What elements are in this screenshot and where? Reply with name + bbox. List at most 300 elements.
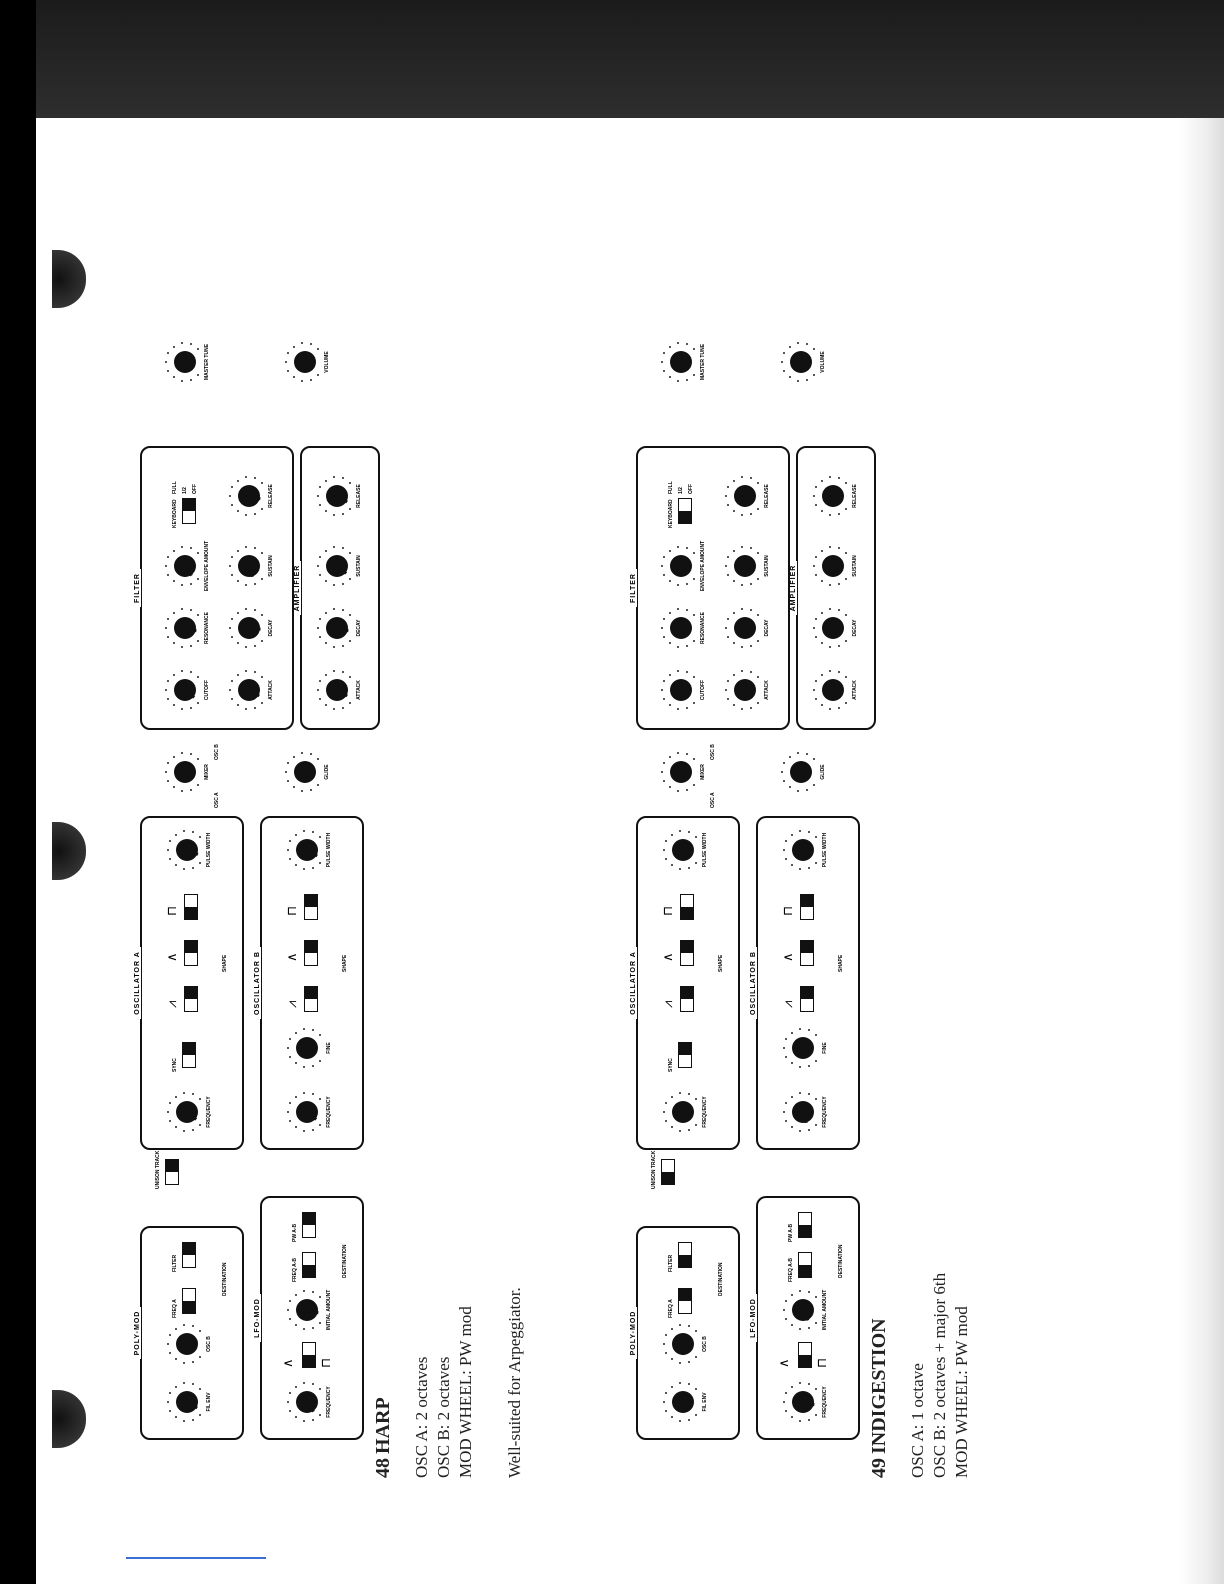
switch-indicator (166, 1160, 178, 1172)
knob-label: RESONANCE (700, 612, 706, 644)
knob-scale-dot (231, 698, 233, 700)
switch-indicator (183, 1043, 195, 1055)
knob-scale-dot (785, 1410, 787, 1412)
unison-track-switch[interactable] (165, 1159, 179, 1185)
knob-scale-dot (190, 753, 192, 755)
filter-release-knob[interactable] (720, 468, 776, 524)
lfo-pulse-icon: ⊓ (319, 1357, 334, 1368)
knob-label: DECAY (356, 619, 362, 637)
osc-a-pulse-switch[interactable] (680, 894, 694, 920)
osc-b-shape-label: SHAPE (342, 954, 348, 972)
knob-scale-dot (289, 840, 291, 842)
knob-scale-dot (741, 646, 743, 648)
knob-scale-dot (181, 646, 183, 648)
amp-release-knob[interactable] (312, 468, 368, 524)
knob-scale-dot (757, 702, 759, 704)
osc-b-pulse-switch[interactable] (800, 894, 814, 920)
knob-label: MIXER (700, 764, 706, 780)
volume-knob[interactable] (776, 334, 832, 390)
knob-scale-dot (797, 790, 799, 792)
switch-indicator (681, 907, 693, 919)
knob-scale-dot (665, 1102, 667, 1104)
knob-scale-dot (808, 1383, 810, 1385)
knob-label: PULSE WIDTH (702, 832, 708, 868)
filter-keyboard-switch[interactable] (182, 498, 196, 524)
mixer-osc-b-label: OSC B (214, 744, 220, 760)
knob-scale-dot (815, 1322, 817, 1324)
osc-a-sync-switch[interactable] (678, 1042, 692, 1068)
knob-scale-dot (342, 477, 344, 479)
knob-label: SUSTAIN (852, 555, 858, 577)
knob-scale-dot (677, 608, 679, 610)
section-title-text: LFO-MOD (254, 1294, 261, 1342)
section-title-text: POLY-MOD (630, 1307, 637, 1360)
knob-label: GLIDE (324, 764, 330, 780)
knob-scale-dot (342, 513, 344, 515)
knob-scale-dot (192, 1361, 194, 1363)
knob-scale-dot (799, 1328, 801, 1330)
knob-scale-dot (695, 1330, 697, 1332)
knob-scale-dot (295, 1032, 297, 1034)
knob-scale-dot (725, 689, 727, 691)
knob-scale-dot (686, 379, 688, 381)
osc-a-pulse-width-knob[interactable] (162, 822, 218, 878)
knob-scale-dot (791, 1062, 793, 1064)
knob-scale-dot (289, 1318, 291, 1320)
knob-scale-dot (349, 614, 351, 616)
knob-scale-dot (301, 752, 303, 754)
knob-scale-dot (285, 771, 287, 773)
poly-mod-filt-env-knob[interactable] (162, 1374, 218, 1430)
knob-scale-dot (181, 546, 183, 548)
knob-scale-dot (808, 1129, 810, 1131)
knob-scale-dot (695, 1124, 697, 1126)
knob-scale-dot (799, 1382, 801, 1384)
knob-scale-dot (319, 1060, 321, 1062)
knob-scale-dot (813, 495, 815, 497)
poly-mod-filt-env-knob[interactable] (658, 1374, 714, 1430)
knob-scale-dot (295, 1126, 297, 1128)
knob-scale-dot (261, 614, 263, 616)
poly-mod-freq-a-switch[interactable] (678, 1288, 692, 1314)
knob-scale-dot (688, 1419, 690, 1421)
knob-scale-dot (838, 671, 840, 673)
knob-scale-dot (838, 609, 840, 611)
switch-indicator (679, 511, 691, 523)
knob-scale-dot (813, 565, 815, 567)
knob-scale-dot (789, 786, 791, 788)
knob-scale-dot (829, 670, 831, 672)
knob-scale-dot (190, 609, 192, 611)
osc-b-pulse-width-knob[interactable] (778, 822, 834, 878)
knob-scale-dot (237, 674, 239, 676)
knob-scale-dot (808, 1065, 810, 1067)
knob-scale-dot (167, 556, 169, 558)
filter-attack-knob[interactable] (720, 662, 776, 718)
knob-scale-dot (821, 580, 823, 582)
lfo-pulse-icon: ⊓ (815, 1357, 830, 1368)
knob-scale-dot (733, 674, 735, 676)
filter-resonance-knob[interactable] (656, 600, 712, 656)
osc-a-pulse-switch[interactable] (184, 894, 198, 920)
osc-b-pulse-switch[interactable] (304, 894, 318, 920)
knob-scale-dot (181, 708, 183, 710)
knob-scale-dot (312, 1383, 314, 1385)
amp-sustain-knob[interactable] (808, 538, 864, 594)
osc-a-tri-switch[interactable] (680, 940, 694, 966)
knob-pointer (673, 566, 683, 569)
osc-a-saw-switch[interactable] (680, 986, 694, 1012)
glide-knob[interactable] (776, 744, 832, 800)
filter-resonance-knob[interactable] (160, 600, 216, 656)
knob-scale-dot (661, 361, 663, 363)
osc-a-pulse-icon: ⊓ (165, 905, 180, 916)
master-tune-knob[interactable] (656, 334, 712, 390)
knob-scale-dot (663, 370, 665, 372)
osc-b-saw-switch[interactable] (800, 986, 814, 1012)
switch-label: KEYBOARD (668, 499, 674, 528)
knob-scale-dot (289, 1120, 291, 1122)
knob-scale-dot (669, 612, 671, 614)
knob-scale-dot (741, 670, 743, 672)
unison-track-switch[interactable] (661, 1159, 675, 1185)
knob-scale-dot (190, 645, 192, 647)
knob-cap (296, 1391, 318, 1413)
poly-mod-filter-switch[interactable] (182, 1242, 196, 1268)
knob-scale-dot (821, 550, 823, 552)
filter-release-knob[interactable] (224, 468, 280, 524)
knob-scale-dot (197, 374, 199, 376)
osc-a-pulse-width-knob[interactable] (658, 822, 714, 878)
filter-keyboard-switch[interactable] (678, 498, 692, 524)
knob-scale-dot (806, 379, 808, 381)
poly-mod-freq-a-switch[interactable] (182, 1288, 196, 1314)
osc-a-sync-switch[interactable] (182, 1042, 196, 1068)
lfo-mod-section (750, 1196, 860, 1440)
lfo-mod-section (254, 1196, 364, 1440)
switch-label: FREQ A-B (788, 1258, 794, 1282)
switch-indicator (185, 941, 197, 953)
oscillator-a-section (630, 816, 740, 1150)
knob-scale-dot (261, 676, 263, 678)
knob-label: OSC B (206, 1336, 212, 1352)
osc-b-tri-switch[interactable] (304, 940, 318, 966)
knob-scale-dot (199, 1098, 201, 1100)
amp-release-knob[interactable] (808, 468, 864, 524)
filter-decay-knob[interactable] (720, 600, 776, 656)
knob-scale-dot (808, 1327, 810, 1329)
knob-scale-dot (167, 352, 169, 354)
knob-scale-dot (791, 834, 793, 836)
knob-scale-dot (287, 352, 289, 354)
glide-knob[interactable] (280, 744, 336, 800)
filter-sustain-knob[interactable] (224, 538, 280, 594)
knob-scale-dot (815, 698, 817, 700)
osc-a-pulse-icon: ⊓ (661, 905, 676, 916)
knob-scale-dot (821, 480, 823, 482)
knob-scale-dot (349, 640, 351, 642)
knob-scale-dot (167, 1111, 169, 1113)
section-title-text: OSCILLATOR A (630, 947, 637, 1019)
knob-scale-dot (663, 849, 665, 851)
master-tune-knob[interactable] (160, 334, 216, 390)
knob-scale-dot (319, 556, 321, 558)
knob-scale-dot (289, 1392, 291, 1394)
knob-scale-dot (693, 758, 695, 760)
knob-scale-dot (295, 834, 297, 836)
knob-scale-dot (231, 504, 233, 506)
knob-scale-dot (310, 753, 312, 755)
section-title (254, 818, 261, 1148)
filter-envelope-amount-knob[interactable] (160, 538, 216, 594)
knob-scale-dot (293, 376, 295, 378)
section-title-text: OSCILLATOR B (254, 947, 261, 1019)
lfo-frequency-knob[interactable] (282, 1374, 338, 1430)
knob-scale-dot (661, 627, 663, 629)
knob-scale-dot (815, 1388, 817, 1390)
knob-scale-dot (333, 514, 335, 516)
amp-decay-knob[interactable] (808, 600, 864, 656)
knob-scale-dot (169, 1334, 171, 1336)
knob-label: ATTACK (356, 680, 362, 700)
knob-scale-dot (693, 640, 695, 642)
knob-scale-dot (349, 676, 351, 678)
poly-mod-filter-switch[interactable] (678, 1242, 692, 1268)
knob-scale-dot (319, 618, 321, 620)
knob-scale-dot (325, 612, 327, 614)
filter-cutoff-knob[interactable] (160, 662, 216, 718)
patch-line: MOD WHEEL: PW mod (456, 1306, 475, 1478)
osc-a-frequency-knob[interactable] (162, 1084, 218, 1140)
knob-scale-dot (295, 1096, 297, 1098)
knob-scale-dot (169, 1102, 171, 1104)
mixer-knob[interactable] (656, 744, 712, 800)
knob-scale-dot (173, 642, 175, 644)
knob-scale-dot (688, 831, 690, 833)
knob-scale-dot (199, 1124, 201, 1126)
knob-scale-dot (671, 1416, 673, 1418)
knob-scale-dot (349, 578, 351, 580)
knob-scale-dot (245, 546, 247, 548)
knob-scale-dot (797, 380, 799, 382)
knob-scale-dot (815, 618, 817, 620)
osc-b-pulse-width-knob[interactable] (282, 822, 338, 878)
knob-scale-dot (677, 546, 679, 548)
volume-knob[interactable] (280, 334, 336, 390)
knob-scale-dot (245, 646, 247, 648)
knob-scale-dot (733, 550, 735, 552)
knob-scale-dot (733, 642, 735, 644)
knob-scale-dot (245, 514, 247, 516)
lfo-freq-ab-switch[interactable] (798, 1252, 812, 1278)
knob-scale-dot (325, 550, 327, 552)
knob-scale-dot (783, 370, 785, 372)
knob-scale-dot (815, 1296, 817, 1298)
knob-scale-dot (317, 565, 319, 567)
knob-label: VOLUME (820, 351, 826, 373)
osc-b-saw-icon: ⩘ (781, 1000, 796, 1008)
poly-mod-osc-b-knob[interactable] (658, 1316, 714, 1372)
knob-scale-dot (671, 1386, 673, 1388)
knob-scale-dot (688, 1383, 690, 1385)
lfo-freq-ab-switch[interactable] (302, 1252, 316, 1278)
knob-scale-dot (319, 504, 321, 506)
knob-scale-dot (301, 342, 303, 344)
lfo-pw-ab-switch[interactable] (302, 1212, 316, 1238)
destination-label: DESTINATION (222, 1262, 228, 1296)
knob-label: SUSTAIN (268, 555, 274, 577)
knob-scale-dot (815, 574, 817, 576)
knob-scale-dot (686, 707, 688, 709)
osc-b-frequency-knob[interactable] (282, 1084, 338, 1140)
knob-scale-dot (173, 786, 175, 788)
amp-decay-knob[interactable] (312, 600, 368, 656)
lfo-initial-amount-knob[interactable] (778, 1282, 834, 1338)
knob-scale-dot (254, 707, 256, 709)
knob-scale-dot (310, 379, 312, 381)
filter-sustain-knob[interactable] (720, 538, 776, 594)
knob-scale-dot (167, 762, 169, 764)
knob-scale-dot (783, 352, 785, 354)
knob-label: PULSE WIDTH (822, 832, 828, 868)
knob-scale-dot (781, 361, 783, 363)
knob-pointer (825, 628, 835, 631)
knob-scale-dot (791, 1324, 793, 1326)
osc-b-fine-knob[interactable] (778, 1020, 834, 1076)
knob-scale-dot (663, 698, 665, 700)
knob-scale-dot (677, 646, 679, 648)
osc-b-tri-switch[interactable] (800, 940, 814, 966)
switch-label: UNISON TRACK (155, 1150, 161, 1189)
knob-scale-dot (757, 508, 759, 510)
knob-scale-dot (173, 704, 175, 706)
osc-b-fine-knob[interactable] (282, 1020, 338, 1076)
knob-scale-dot (663, 1401, 665, 1403)
poly-mod-osc-b-knob[interactable] (162, 1316, 218, 1372)
knob-scale-dot (727, 486, 729, 488)
knob-scale-dot (181, 584, 183, 586)
knob-scale-dot (785, 1392, 787, 1394)
knob-scale-dot (181, 790, 183, 792)
knob-scale-dot (312, 867, 314, 869)
osc-a-frequency-knob[interactable] (658, 1084, 714, 1140)
knob-scale-dot (285, 361, 287, 363)
knob-scale-dot (669, 756, 671, 758)
knob-scale-dot (319, 574, 321, 576)
lfo-pw-ab-switch[interactable] (798, 1212, 812, 1238)
osc-b-pulse-icon: ⊓ (285, 905, 300, 916)
knob-scale-dot (845, 578, 847, 580)
knob-scale-dot (785, 1056, 787, 1058)
knob-scale-dot (750, 671, 752, 673)
filter-attack-knob[interactable] (224, 662, 280, 718)
knob-scale-dot (665, 840, 667, 842)
switch-indicator (679, 1043, 691, 1055)
lfo-shape-switch[interactable] (798, 1342, 812, 1368)
patch-48-text (372, 1287, 525, 1478)
knob-scale-dot (303, 1420, 305, 1422)
knob-scale-dot (319, 1322, 321, 1324)
knob-scale-dot (669, 580, 671, 582)
knob-scale-dot (342, 707, 344, 709)
knob-label: RELEASE (268, 484, 274, 508)
knob-label: SUSTAIN (764, 555, 770, 577)
knob-scale-dot (783, 1111, 785, 1113)
knob-scale-dot (342, 671, 344, 673)
knob-scale-dot (785, 1102, 787, 1104)
osc-a-tri-switch[interactable] (184, 940, 198, 966)
knob-scale-dot (190, 671, 192, 673)
knob-scale-dot (342, 547, 344, 549)
knob-scale-dot (693, 578, 695, 580)
knob-scale-dot (295, 1294, 297, 1296)
knob-scale-dot (733, 580, 735, 582)
knob-scale-dot (815, 836, 817, 838)
knob-scale-dot (199, 1414, 201, 1416)
knob-scale-dot (815, 1034, 817, 1036)
knob-label: FREQUENCY (206, 1096, 212, 1128)
section-title-text: POLY-MOD (134, 1307, 141, 1360)
knob-scale-dot (317, 495, 319, 497)
knob-scale-dot (829, 584, 831, 586)
knob-scale-dot (181, 380, 183, 382)
knob-scale-dot (319, 1124, 321, 1126)
knob-scale-dot (733, 704, 735, 706)
knob-scale-dot (254, 477, 256, 479)
mixer-knob[interactable] (160, 744, 216, 800)
knob-scale-dot (677, 790, 679, 792)
knob-scale-dot (808, 831, 810, 833)
mixer-osc-a-label: OSC A (214, 792, 220, 808)
osc-b-frequency-knob[interactable] (778, 1084, 834, 1140)
amp-sustain-knob[interactable] (312, 538, 368, 594)
knob-scale-dot (229, 627, 231, 629)
knob-scale-dot (665, 1392, 667, 1394)
knob-label: FREQUENCY (326, 1386, 332, 1418)
filter-cutoff-knob[interactable] (656, 662, 712, 718)
lfo-frequency-knob[interactable] (778, 1374, 834, 1430)
knob-scale-dot (838, 513, 840, 515)
knob-scale-dot (199, 836, 201, 838)
knob-scale-dot (165, 627, 167, 629)
lfo-shape-switch[interactable] (302, 1342, 316, 1368)
knob-scale-dot (319, 698, 321, 700)
amp-attack-knob[interactable] (312, 662, 368, 718)
amp-attack-knob[interactable] (808, 662, 864, 718)
osc-b-saw-switch[interactable] (304, 986, 318, 1012)
switch-indicator (801, 895, 813, 907)
knob-scale-dot (671, 1096, 673, 1098)
knob-label: FREQUENCY (822, 1386, 828, 1418)
knob-scale-dot (741, 708, 743, 710)
knob-pointer (177, 362, 187, 365)
osc-b-tri-icon: ∧ (285, 952, 300, 962)
lfo-initial-amount-knob[interactable] (282, 1282, 338, 1338)
knob-scale-dot (789, 376, 791, 378)
knob-scale-dot (815, 1098, 817, 1100)
filter-decay-knob[interactable] (224, 600, 280, 656)
patch-line: OSC B: 2 octaves (434, 1356, 453, 1478)
knob-label: DECAY (764, 619, 770, 637)
knob-scale-dot (671, 1126, 673, 1128)
knob-cap (296, 839, 318, 861)
osc-a-saw-switch[interactable] (184, 986, 198, 1012)
filter-envelope-amount-knob[interactable] (656, 538, 712, 594)
patch-line: OSC A: 2 octaves (412, 1356, 431, 1478)
knob-scale-dot (829, 546, 831, 548)
knob-scale-dot (181, 670, 183, 672)
knob-scale-dot (663, 780, 665, 782)
